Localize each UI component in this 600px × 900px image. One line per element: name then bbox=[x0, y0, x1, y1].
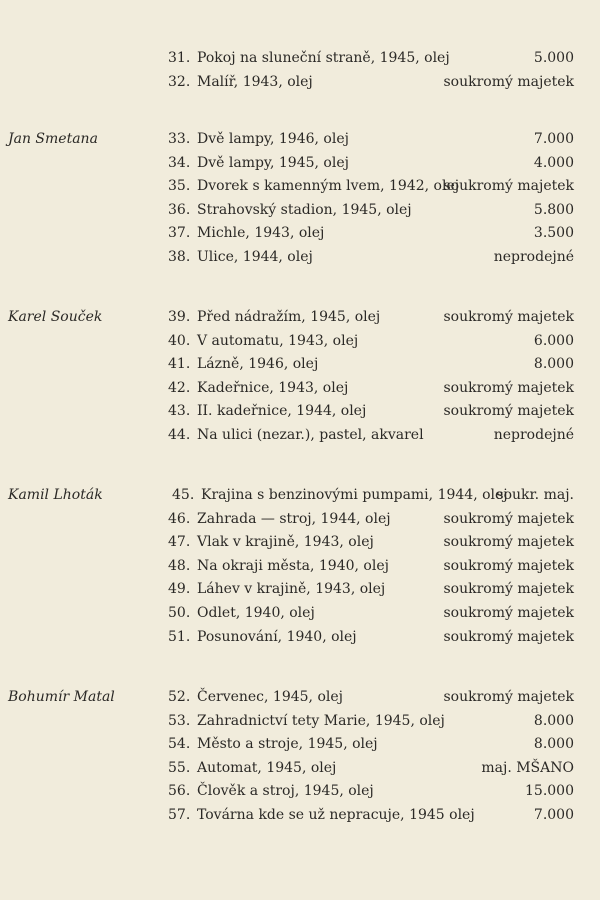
entry-number: 47. bbox=[168, 534, 191, 551]
catalogue-entry bbox=[0, 424, 600, 448]
catalogue-entry bbox=[0, 555, 600, 579]
entry-number: 57. bbox=[168, 807, 191, 823]
entry-price: soukromý majetek bbox=[443, 689, 574, 705]
entry-price: 15.000 bbox=[525, 783, 574, 800]
entry-price: soukromý majetek bbox=[443, 605, 574, 621]
entry-title: Dvě lampy, 1945, olej bbox=[197, 154, 349, 171]
catalogue-entry bbox=[0, 733, 600, 757]
entry-price: soukromý majetek bbox=[443, 581, 574, 598]
entry-title: Odlet, 1940, olej bbox=[197, 605, 315, 621]
catalogue-entry bbox=[0, 330, 600, 354]
entry-number: 32. bbox=[168, 73, 191, 90]
catalogue-entry bbox=[0, 780, 600, 804]
catalogue-entry bbox=[0, 484, 600, 508]
entry-price: soukromý majetek bbox=[443, 309, 574, 325]
entry-price: 6.000 bbox=[533, 332, 574, 349]
entry-price: soukromý majetek bbox=[443, 403, 574, 420]
catalogue-entry bbox=[0, 47, 600, 71]
entry-number: 37. bbox=[168, 225, 191, 242]
entry-number: 34. bbox=[168, 154, 191, 171]
entry-price: maj. MŠANO bbox=[481, 759, 574, 776]
entry-number: 39. bbox=[168, 309, 191, 325]
entry-number: 33. bbox=[168, 131, 191, 147]
artist-name: Bohumír Matal bbox=[8, 689, 115, 705]
entry-number: 44. bbox=[168, 427, 191, 443]
entry-title: Láhev v krajině, 1943, olej bbox=[197, 581, 386, 598]
entry-title: Malíř, 1943, olej bbox=[197, 73, 313, 90]
entry-number: 38. bbox=[168, 249, 191, 265]
entry-number: 48. bbox=[168, 557, 191, 574]
catalogue-entry bbox=[0, 804, 600, 828]
entry-price: soukromý majetek bbox=[443, 557, 574, 574]
entry-number: 42. bbox=[168, 379, 191, 396]
entry-number: 56. bbox=[168, 783, 191, 800]
entry-title: Kadeřnice, 1943, olej bbox=[197, 379, 349, 396]
entry-title: Červenec, 1945, olej bbox=[197, 689, 343, 705]
entry-title: II. kadeřnice, 1944, olej bbox=[197, 403, 367, 420]
entry-number: 35. bbox=[168, 178, 191, 195]
catalogue-entry bbox=[0, 353, 600, 377]
entry-number: 53. bbox=[168, 712, 191, 729]
entry-price: 3.500 bbox=[533, 225, 574, 242]
catalogue-entry bbox=[0, 377, 600, 401]
entry-number: 51. bbox=[168, 628, 191, 645]
entry-title: Lázně, 1946, olej bbox=[197, 356, 319, 373]
entry-price: 8.000 bbox=[533, 712, 574, 729]
catalogue-entry bbox=[0, 400, 600, 424]
catalogue-entry bbox=[0, 128, 600, 152]
entry-price: 4.000 bbox=[533, 154, 574, 171]
entry-title: Zahradnictví tety Marie, 1945, olej bbox=[197, 712, 445, 729]
entry-title: V automatu, 1943, olej bbox=[197, 332, 359, 349]
catalogue-entry bbox=[0, 222, 600, 246]
entry-price: neprodejné bbox=[493, 427, 574, 443]
entry-price: 7.000 bbox=[533, 807, 574, 823]
entry-title: Na ulici (nezar.), pastel, akvarel bbox=[197, 427, 424, 443]
entry-number: 52. bbox=[168, 689, 191, 705]
entry-number: 31. bbox=[168, 50, 191, 66]
entry-number: 50. bbox=[168, 605, 191, 621]
catalogue-entry bbox=[0, 710, 600, 734]
entry-title: Člověk a stroj, 1945, olej bbox=[197, 783, 374, 800]
entry-number: 41. bbox=[168, 356, 191, 373]
entry-title: Zahrada — stroj, 1944, olej bbox=[197, 510, 391, 527]
entry-title: Vlak v krajině, 1943, olej bbox=[197, 534, 374, 551]
entry-price: soukromý majetek bbox=[443, 73, 574, 90]
catalogue-entry bbox=[0, 152, 600, 176]
catalogue-entry bbox=[0, 246, 600, 270]
entry-number: 40. bbox=[168, 332, 191, 349]
entry-price: soukromý majetek bbox=[443, 628, 574, 645]
entry-number: 49. bbox=[168, 581, 191, 598]
entry-title: Michle, 1943, olej bbox=[197, 225, 325, 242]
catalogue-entry bbox=[0, 686, 600, 710]
entry-title: Pokoj na sluneční straně, 1945, olej bbox=[197, 50, 450, 66]
catalogue-entry bbox=[0, 626, 600, 650]
entry-number: 36. bbox=[168, 201, 191, 218]
entry-title: Posunování, 1940, olej bbox=[197, 628, 357, 645]
catalogue-entry bbox=[0, 306, 600, 330]
entry-number: 43. bbox=[168, 403, 191, 420]
entry-price: 8.000 bbox=[533, 736, 574, 753]
entry-price: 8.000 bbox=[533, 356, 574, 373]
catalogue-entry bbox=[0, 578, 600, 602]
artist-name: Karel Souček bbox=[8, 309, 103, 325]
entry-number: 54. bbox=[168, 736, 191, 753]
entry-price: soukromý majetek bbox=[443, 510, 574, 527]
entry-title: Strahovský stadion, 1945, olej bbox=[197, 201, 412, 218]
catalogue-entry bbox=[0, 508, 600, 532]
entry-title: Krajina s benzinovými pumpami, 1944, olej bbox=[201, 487, 508, 503]
entry-title: Továrna kde se už nepracuje, 1945 olej bbox=[197, 807, 475, 823]
catalogue-entry bbox=[0, 71, 600, 95]
entry-price: 5.000 bbox=[533, 50, 574, 66]
catalogue-entry bbox=[0, 602, 600, 626]
entry-price: neprodejné bbox=[493, 249, 574, 265]
catalogue-entry bbox=[0, 175, 600, 199]
catalogue-entry bbox=[0, 199, 600, 223]
entry-price: 5.800 bbox=[533, 201, 574, 218]
entry-title: Automat, 1945, olej bbox=[197, 759, 337, 776]
entry-number: 45. bbox=[172, 487, 195, 503]
entry-price: 7.000 bbox=[533, 131, 574, 147]
entry-price: soukr. maj. bbox=[496, 487, 574, 503]
entry-number: 55. bbox=[168, 759, 191, 776]
artist-name: Jan Smetana bbox=[8, 131, 98, 147]
entry-title: Na okraji města, 1940, olej bbox=[197, 557, 389, 574]
entry-title: Před nádražím, 1945, olej bbox=[197, 309, 381, 325]
entry-title: Dvě lampy, 1946, olej bbox=[197, 131, 349, 147]
entry-number: 46. bbox=[168, 510, 191, 527]
catalogue-entry bbox=[0, 531, 600, 555]
entry-title: Dvorek s kamenným lvem, 1942, olej bbox=[197, 178, 460, 195]
entry-price: soukromý majetek bbox=[443, 178, 574, 195]
entry-title: Ulice, 1944, olej bbox=[197, 249, 313, 265]
entry-title: Město a stroje, 1945, olej bbox=[197, 736, 378, 753]
entry-price: soukromý majetek bbox=[443, 534, 574, 551]
artist-name: Kamil Lhoták bbox=[8, 487, 103, 503]
entry-price: soukromý majetek bbox=[443, 379, 574, 396]
catalogue-entry bbox=[0, 757, 600, 781]
